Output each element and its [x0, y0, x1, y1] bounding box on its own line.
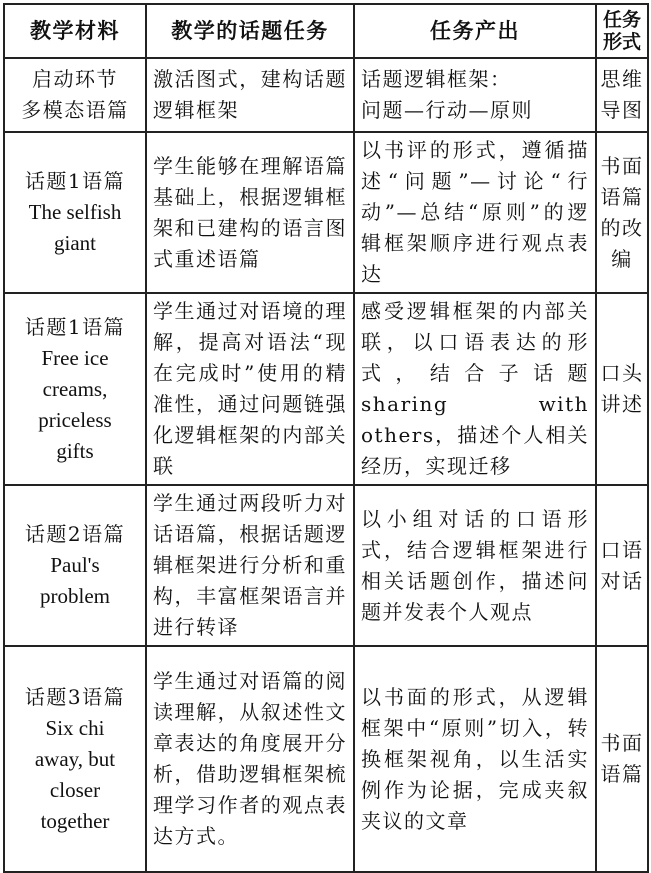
output-cell	[354, 58, 596, 132]
material-line: away, but	[34, 746, 116, 771]
material-line: The selfish	[28, 200, 122, 224]
header-goal: 教学的话题任务	[146, 4, 354, 58]
form-cell: 口头讲述	[596, 293, 648, 485]
material-line: gifts	[56, 438, 94, 463]
header-row	[4, 4, 648, 58]
goal-cell: 学生通过两段听力对话语篇，根据话题逻辑框架进行分析和重构，丰富框架语言并进行转译	[146, 485, 354, 646]
material-line: 话题1语篇	[24, 314, 126, 339]
goal-cell: 学生通过对语篇的阅读理解，从叙述性文章表达的角度展开分析，借助逻辑框架梳理学习作者的观点表达方式。	[146, 646, 354, 872]
material-line: 启动环节	[32, 67, 118, 91]
form-cell: 书面语篇的改编	[596, 132, 648, 293]
material-line: 话题1语篇	[24, 169, 126, 193]
goal-cell: 学生能够在理解语篇基础上，根据逻辑框架和已建构的语言图式重述语篇	[146, 132, 354, 293]
table-row	[4, 132, 648, 293]
material-line: Six chi	[45, 715, 105, 740]
header-form-line2: 形式	[602, 31, 641, 53]
table-row	[4, 485, 648, 646]
header-form	[596, 4, 648, 58]
material-line: creams,	[42, 376, 108, 401]
header-form-line1: 任务	[602, 9, 641, 31]
output-cell: 以小组对话的口语形式，结合逻辑框架进行相关话题创作，描述问题并发表个人观点	[354, 485, 596, 646]
material-cell	[4, 293, 146, 485]
table-row	[4, 58, 648, 132]
material-cell	[4, 646, 146, 872]
material-line: together	[40, 808, 110, 833]
material-cell	[4, 485, 146, 646]
output-cell: 以书评的形式，遵循描述“问题”—讨论“行动”—总结“原则”的逻辑框架顺序进行观点表达	[354, 132, 596, 293]
material-line: closer	[49, 777, 101, 802]
material-line: 话题2语篇	[24, 522, 126, 546]
material-line: giant	[54, 231, 96, 255]
material-line: problem	[40, 584, 110, 608]
task-table	[3, 3, 649, 873]
material-cell	[4, 132, 146, 293]
goal-cell: 激活图式，建构话题逻辑框架	[146, 58, 354, 132]
output-line: 话题逻辑框架：	[361, 67, 512, 91]
output-line: 问题—行动—原则	[361, 98, 533, 122]
material-line: priceless	[38, 407, 112, 432]
table-row	[4, 293, 648, 485]
material-line: Free ice	[41, 345, 109, 370]
goal-cell: 学生通过对语境的理解，提高对语法“现在完成时”使用的精准性，通过问题链强化逻辑框架的内部关联	[146, 293, 354, 485]
header-output: 任务产出	[354, 4, 596, 58]
form-cell: 思维导图	[596, 58, 648, 132]
form-cell: 书面语篇	[596, 646, 648, 872]
output-cell: 感受逻辑框架的内部关联，以口语表达的形式，结合子话题sharing with others，描述个人相关经历，实现迁移	[354, 293, 596, 485]
material-line: Paul's	[50, 553, 100, 577]
material-line: 话题3语篇	[24, 684, 126, 709]
header-material: 教学材料	[4, 4, 146, 58]
material-cell	[4, 58, 146, 132]
form-cell: 口语对话	[596, 485, 648, 646]
material-line: 多模态语篇	[21, 98, 129, 122]
table-row	[4, 646, 648, 872]
output-cell: 以书面的形式，从逻辑框架中“原则”切入，转换框架视角，以生活实例作为论据，完成夹叙夹议的文章	[354, 646, 596, 872]
